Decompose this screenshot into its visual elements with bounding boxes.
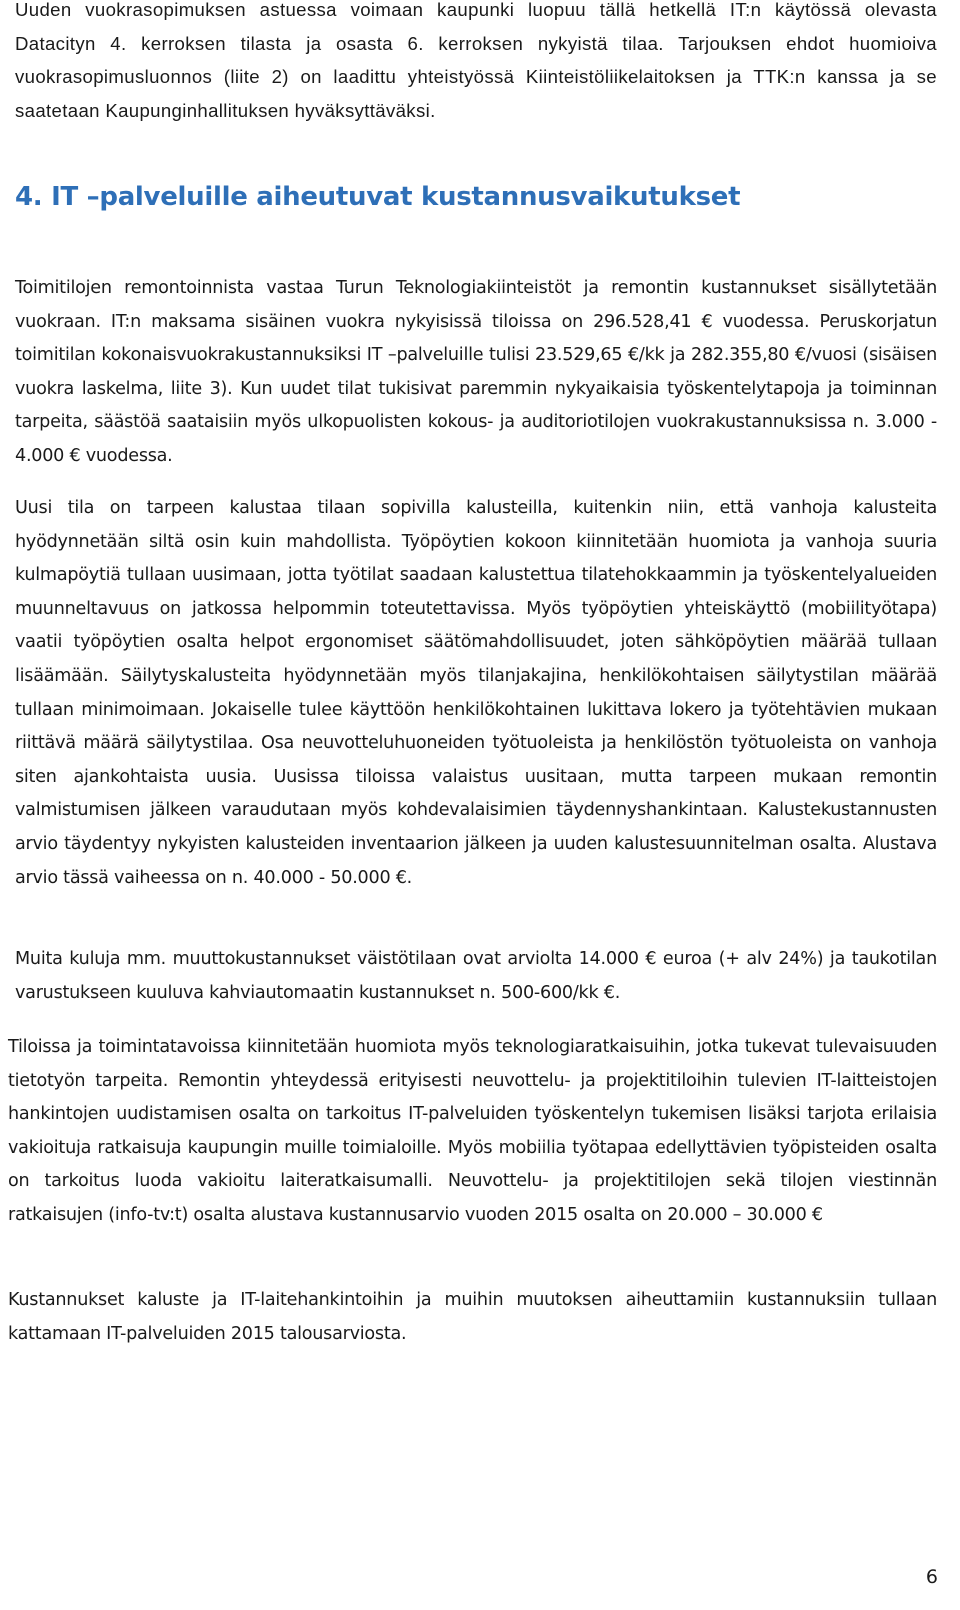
paragraph-budget: Kustannukset kaluste ja IT-laitehankintoihin ja muihin muutoksen aiheuttamiin kustannuksiin tullaan kattamaan IT-palveluiden 2015 talousarviosta. [8,1290,937,1344]
page-number: 6 [925,1566,938,1588]
paragraph-rent-costs: Toimitilojen remontoinnista vastaa Turun Teknologiakiinteistöt ja remontin kustannukset sisällytetään vuokraan. IT:n maksama sisäinen vuokra nykyisissä tiloissa on 296.528,41 € vuodessa. Peruskorjatun toimitilan kokonaisvuokrakustannuksiksi IT –palveluille tulisi 23.529,65 €/kk ja 282.355,80 €/vuosi (sisäisen vuokra laskelma, liite 3). Kun uudet tilat tukisivat paremmin nykyaikaisia työskentelytapoja ja toiminnan tarpeita, säästöä saataisiin myös ulkopuolisten kokous- ja auditoriotilojen vuokrakustannuksissa n. 3.000 - 4.000 € vuodessa. [15,278,937,466]
paragraph-furniture: Uusi tila on tarpeen kalustaa tilaan sopivilla kalusteilla, kuitenkin niin, että vanhoja kalusteita hyödynnetään siltä osin kuin mahdollista. Työpöytien kokoon kiinnitetään huomiota ja vanhoja suuria kulmapöytiä tullaan uusimaan, jotta työtilat saadaan kalustettua tilatehokkaammin ja työskentelyalueiden muunneltavuus on jatkossa helpommin toteutettavissa. Myös työpöytien yhteiskäyttö (mobiilityötapa) vaatii työpöytien osalta helpot ergonomiset säätömahdollisuudet, joten sähköpöytien määrää tullaan lisäämään. Säilytyskalusteita hyödynnetään myös tilanjakajina, henkilökohtaisen säilytystilan määrää tullaan minimoimaan. Jokaiselle tulee käyttöön henkilökohtainen lukittava lokero ja työtehtävien mukaan riittävä määrä säilytystilaa. Osa neuvotteluhuoneiden työtuoleista ja henkilöstön työtuoleista on vanhoja siten ajankohtaista uusia. Uusissa tiloissa valaistus uusitaan, mutta tarpeen mukaan remontin valmistumisen jälkeen varaudutaan myös kohdevalaisimien täydennyshankintaan. Kalustekustannusten arvio täydentyy nykyisten kalusteiden inventaarion jälkeen ja uuden kalustesuunnitelman osalta. Alustava arvio tässä vaiheessa on n. 40.000 - 50.000 €. [15,498,937,888]
intro-paragraph: Uuden vuokrasopimuksen astuessa voimaan kaupunki luopuu tällä hetkellä IT:n käytössä olevasta Datacityn 4. kerroksen tilasta ja osasta 6. kerroksen nykyistä tilaa. Tarjouksen ehdot huomioiva vuokrasopimusluonnos (liite 2) on laadittu yhteistyössä Kiinteistöliikelaitoksen ja TTK:n kanssa ja se saatetaan Kaupunginhallituksen hyväksyttäväksi. [15,0,937,121]
paragraph-technology: Tiloissa ja toimintatavoissa kiinnitetään huomiota myös teknologiaratkaisuihin, jotka tukevat tulevaisuuden tietotyön tarpeita. Remontin yhteydessä erityisesti neuvottelu- ja projektitiloihin tulevien IT-laitteistojen hankintojen uudistamisen osalta on tarkoitus IT-palveluiden työskentelyn tukemisen lisäksi tarjota erilaisia vakioituja ratkaisuja kaupungin muille toimialoille. Myös mobiilia työtapaa edellyttävien työpisteiden osalta on tarkoitus luoda vakioitu laiteratkaisumalli. Neuvottelu- ja projektitilojen sekä tilojen viestinnän ratkaisujen (info-tv:t) osalta alustava kustannusarvio vuoden 2015 osalta on 20.000 – 30.000 € [8,1037,937,1225]
section-heading: 4. IT –palveluille aiheutuvat kustannusvaikutukset [15,182,741,212]
paragraph-other-costs: Muita kuluja mm. muuttokustannukset väistötilaan ovat arviolta 14.000 € euroa (+ alv 24%) ja taukotilan varustukseen kuuluva kahviautomaatin kustannukset n. 500-600/kk €. [15,949,937,1003]
